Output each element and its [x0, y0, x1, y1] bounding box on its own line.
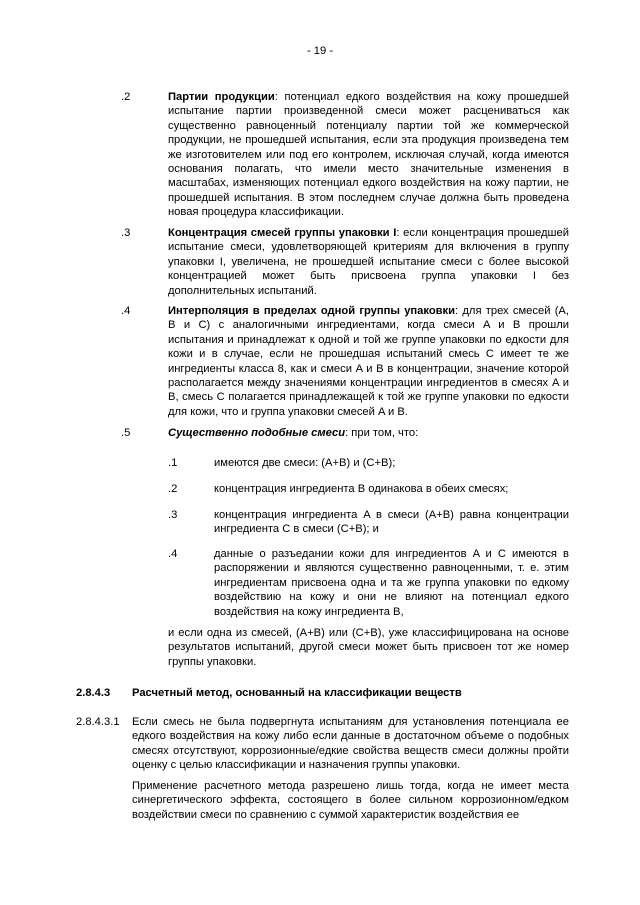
subitem-text: концентрация ингредиента A в смеси (A+B) равна концентрации ингредиента C в смеси (C+B); и [214, 509, 569, 536]
item-paragraph [168, 426, 569, 440]
item-text: : при том, что: [345, 427, 419, 439]
item-text: : для трех смесей (A, B и C) с аналогичными ингредиентами, когда смеси A и B прошли испытания и принадлежат к одной и той же группе упаковки по едкости для кожи и в случае, если не прошедшая испытаний смесь C имеет те же ингредиенты класса 8, как и смеси A и B в концентрации, значение которой располагается между значениями концентрации ингредиентов в смесях A и B, смесь C полагается принадлежащей к той же группе упаковки по едкости для кожи, что и группа упаковки смесей A и B. [168, 305, 569, 418]
subsection-paragraph: Применение расчетного метода разрешено лишь тогда, когда не имеет места синергетического эффекта, состоящего в более сильном коррозионном/едком воздействии смеси по сравнению с суммой характеристик воздействия ее [132, 780, 569, 821]
item-text: : если концентрация прошедшей испытание смеси, удовлетворяющей критериям для включения в группу упаковки I, увеличена, не прошедшей испытание смеси с более высокой концентрацией может быть присвоена группа упаковки I без дополнительных испытаний. [168, 227, 569, 297]
item-number: .2 [121, 91, 131, 103]
subitem-text: концентрация ингредиента B одинакова в обеих смесях; [214, 483, 509, 495]
item-paragraph [168, 304, 569, 419]
item-title: Концентрация смесей группы упаковки I [168, 227, 397, 239]
section-number: 2.8.4.3 [76, 687, 111, 699]
subsection-number: 2.8.4.3.1 [76, 716, 120, 728]
conclusion-paragraph: и если одна из смесей, (A+B) или (C+B), уже классифицирована на основе результатов испытаний, другой смеси может быть присвоен тот же номер группы упаковки. [168, 627, 569, 668]
subitem-number: .2 [168, 483, 178, 495]
section-title: Расчетный метод, основанный на классификации веществ [132, 687, 462, 699]
subitem-number: .1 [168, 457, 178, 469]
item-paragraph [168, 90, 569, 220]
item-number: .3 [121, 227, 131, 239]
subitem-number: .4 [168, 548, 178, 560]
page-number: - 19 - [306, 45, 334, 57]
subitem-text: данные о разъедании кожи для ингредиентов A и C имеются в распоряжении и являются существенно равноценными, т. е. этим ингредиентам присвоена одна и та же группа упаковки по едкому воздействию на кожу и они не влияют на потенциал едкого воздействия на кожу ингредиента B, [214, 548, 569, 618]
subsection-paragraph: Если смесь не была подвергнута испытаниям для установления потенциала ее едкого воздействия на кожу либо если данные в достаточном объеме о подобных смесях отсутствуют, коррозионные/едкие свойства веществ смеси должны пройти оценку с целью классификации и назначения группы упаковки. [132, 716, 569, 772]
item-text: : потенциал едкого воздействия на кожу прошедшей испытание партии произведенной смеси может расцениваться как существенно равноценный потенциалу партии той же коммерческой продукции, не прошедшей испытания, если эта продукция произведена тем же изготовителем или под его контролем, исключая случай, когда имеются основания полагать, что имели место значительные изменения в масштабах, изменяющих потенциал едкого воздействия на кожу партии, не прошедшей испытания. В этом последнем случае должна быть проведена новая процедура классификации. [168, 91, 569, 219]
subitem-number: .3 [168, 509, 178, 521]
item-title: Партии продукции [168, 91, 275, 103]
item-title: Интерполяция в пределах одной группы упаковки [168, 305, 456, 317]
item-title: Существенно подобные смеси [168, 427, 346, 439]
item-paragraph [168, 226, 569, 298]
item-number: .4 [121, 305, 131, 317]
subitem-text: имеются две смеси: (A+B) и (C+B); [214, 457, 396, 469]
item-number: .5 [121, 427, 131, 439]
